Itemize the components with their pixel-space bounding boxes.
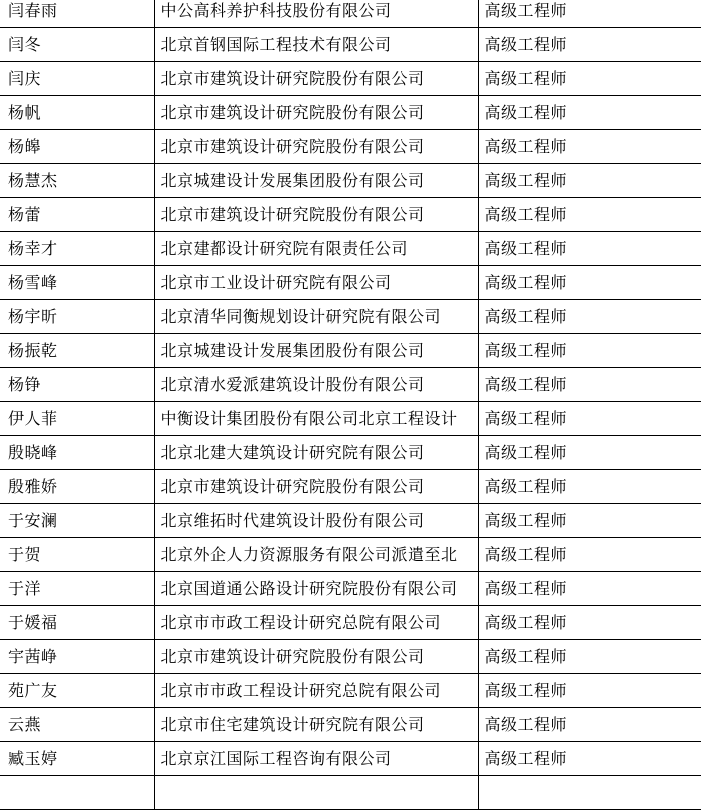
title-cell: 高级工程师 — [478, 742, 701, 776]
title-cell: 高级工程师 — [478, 606, 701, 640]
company-cell: 北京城建设计发展集团股份有限公司 — [154, 164, 478, 198]
company-cell: 北京京江国际工程咨询有限公司 — [154, 742, 478, 776]
name-cell: 殷晓峰 — [0, 436, 154, 470]
table-row — [0, 62, 701, 96]
title-cell: 高级工程师 — [478, 96, 701, 130]
company-cell: 北京清华同衡规划设计研究院有限公司 — [154, 300, 478, 334]
table-row — [0, 674, 701, 708]
company-cell: 北京市市政工程设计研究总院有限公司 — [154, 606, 478, 640]
company-cell: 北京市工业设计研究院有限公司 — [154, 266, 478, 300]
table-row — [0, 0, 701, 28]
company-cell: 北京维拓时代建筑设计股份有限公司 — [154, 504, 478, 538]
table-row — [0, 606, 701, 640]
title-cell: 高级工程师 — [478, 402, 701, 436]
company-cell: 北京市建筑设计研究院股份有限公司 — [154, 198, 478, 232]
title-cell — [478, 776, 701, 810]
title-cell: 高级工程师 — [478, 266, 701, 300]
name-cell — [0, 776, 154, 810]
name-cell: 杨幸才 — [0, 232, 154, 266]
title-cell: 高级工程师 — [478, 504, 701, 538]
name-cell: 于安澜 — [0, 504, 154, 538]
name-cell: 杨帆 — [0, 96, 154, 130]
title-cell: 高级工程师 — [478, 436, 701, 470]
name-cell: 云燕 — [0, 708, 154, 742]
company-cell: 北京市建筑设计研究院股份有限公司 — [154, 640, 478, 674]
company-cell: 北京市市政工程设计研究总院有限公司 — [154, 674, 478, 708]
table-row — [0, 232, 701, 266]
title-cell: 高级工程师 — [478, 198, 701, 232]
company-cell: 中公高科养护科技股份有限公司 — [154, 0, 478, 28]
name-cell: 闫庆 — [0, 62, 154, 96]
title-cell: 高级工程师 — [478, 572, 701, 606]
title-cell: 高级工程师 — [478, 674, 701, 708]
table-row — [0, 572, 701, 606]
title-cell: 高级工程师 — [478, 28, 701, 62]
name-cell: 杨铮 — [0, 368, 154, 402]
title-cell: 高级工程师 — [478, 0, 701, 28]
company-cell: 北京市建筑设计研究院股份有限公司 — [154, 62, 478, 96]
table-row — [0, 266, 701, 300]
name-cell: 闫冬 — [0, 28, 154, 62]
company-cell: 北京建都设计研究院有限责任公司 — [154, 232, 478, 266]
name-cell: 臧玉婷 — [0, 742, 154, 776]
company-cell: 北京市住宅建筑设计研究院有限公司 — [154, 708, 478, 742]
table-row — [0, 776, 701, 810]
company-cell: 北京城建设计发展集团股份有限公司 — [154, 334, 478, 368]
table-row — [0, 742, 701, 776]
table-row — [0, 96, 701, 130]
title-cell: 高级工程师 — [478, 368, 701, 402]
table-row — [0, 708, 701, 742]
company-cell: 北京清水爱派建筑设计股份有限公司 — [154, 368, 478, 402]
title-cell: 高级工程师 — [478, 334, 701, 368]
name-cell: 杨振乾 — [0, 334, 154, 368]
company-cell — [154, 776, 478, 810]
name-cell: 闫春雨 — [0, 0, 154, 28]
title-cell: 高级工程师 — [478, 300, 701, 334]
table-row — [0, 130, 701, 164]
name-cell: 苑广友 — [0, 674, 154, 708]
company-cell: 北京首钢国际工程技术有限公司 — [154, 28, 478, 62]
company-cell: 北京市建筑设计研究院股份有限公司 — [154, 130, 478, 164]
title-cell: 高级工程师 — [478, 232, 701, 266]
company-cell: 北京北建大建筑设计研究院有限公司 — [154, 436, 478, 470]
table-row — [0, 504, 701, 538]
table-row — [0, 198, 701, 232]
table-row — [0, 402, 701, 436]
table-row — [0, 300, 701, 334]
company-cell: 北京外企人力资源服务有限公司派遣至北 — [154, 538, 478, 572]
table-row — [0, 368, 701, 402]
name-cell: 杨宇昕 — [0, 300, 154, 334]
company-cell: 北京市建筑设计研究院股份有限公司 — [154, 470, 478, 504]
name-cell: 于媛福 — [0, 606, 154, 640]
table-row — [0, 538, 701, 572]
name-cell: 杨皞 — [0, 130, 154, 164]
title-cell: 高级工程师 — [478, 708, 701, 742]
name-cell: 殷雅娇 — [0, 470, 154, 504]
title-cell: 高级工程师 — [478, 538, 701, 572]
title-cell: 高级工程师 — [478, 164, 701, 198]
name-cell: 杨雪峰 — [0, 266, 154, 300]
table-row — [0, 640, 701, 674]
name-cell: 杨慧杰 — [0, 164, 154, 198]
table-row — [0, 470, 701, 504]
name-cell: 宇茜峥 — [0, 640, 154, 674]
table-row — [0, 334, 701, 368]
name-cell: 伊人菲 — [0, 402, 154, 436]
name-cell: 杨蕾 — [0, 198, 154, 232]
table-row — [0, 28, 701, 62]
table-row — [0, 436, 701, 470]
title-cell: 高级工程师 — [478, 640, 701, 674]
company-cell: 北京市建筑设计研究院股份有限公司 — [154, 96, 478, 130]
company-cell: 中衡设计集团股份有限公司北京工程设计 — [154, 402, 478, 436]
title-cell: 高级工程师 — [478, 470, 701, 504]
name-cell: 于洋 — [0, 572, 154, 606]
title-cell: 高级工程师 — [478, 62, 701, 96]
company-cell: 北京国道通公路设计研究院股份有限公司 — [154, 572, 478, 606]
title-cell: 高级工程师 — [478, 130, 701, 164]
table-row — [0, 164, 701, 198]
name-cell: 于贺 — [0, 538, 154, 572]
